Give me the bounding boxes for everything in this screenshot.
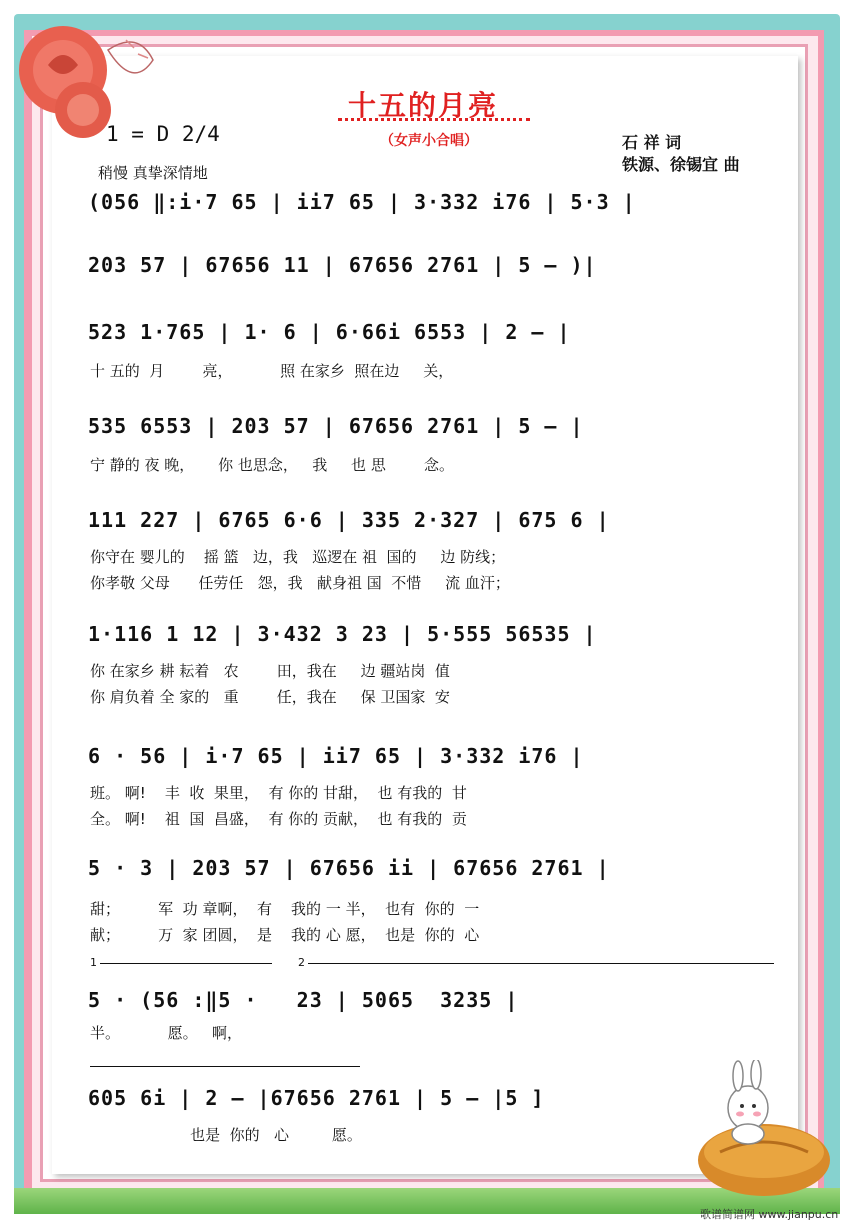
notation-line-4: 535 6553 | 203 57 | 67656 2761 | 5 – | [88,414,584,438]
title-underline [338,118,530,121]
notation-line-1: (056 ‖:i·7 65 | ii7 65 | 3·332 i76 | 5·3 | [88,190,636,214]
volta-2-label: 2 [298,956,305,969]
lyric-line-9: 半。 愿。 啊， [90,1024,242,1042]
lyric-line-5a: 你守在 婴儿的 摇 篮 边，我 巡逻在 祖 国的 边 防线； [90,548,506,566]
lyric-line-6b: 你 肩负着 全 家的 重 任，我在 保 卫国家 安 [90,688,450,706]
lyric-line-6a: 你 在家乡 耕 耘着 农 田，我在 边 疆站岗 值 [90,662,450,680]
notation-line-3: 523 1·765 | 1· 6 | 6·66i 6553 | 2 – | [88,320,571,344]
slur-line [90,1066,360,1067]
song-title: 十五的月亮 [348,89,499,122]
tempo-marking: 稍慢 真挚深情地 [98,164,208,182]
volta-2-line [308,963,774,964]
bunny-mooncake-icon [690,1060,838,1200]
watermark: 歌谱简谱网 www.jianpu.cn [700,1208,839,1221]
notation-line-10: 605 6i | 2 – |67656 2761 | 5 – |5 ] [88,1086,545,1110]
lyric-line-8b: 献； 万 家 团圆， 是 我的 心 愿， 也是 你的 心 [90,926,480,944]
lyric-line-10: 也是 你的 心 愿。 [90,1126,362,1144]
lyric-line-3: 十 五的 月 亮， 照 在家乡 照在边 关， [90,362,454,380]
lyricist-credit: 石 祥 词 [622,133,682,152]
key-signature: 1 = D 2/4 [106,122,220,146]
notation-line-6: 1·116 1 12 | 3·432 3 23 | 5·555 56535 | [88,622,597,646]
lyric-line-5b: 你孝敬 父母 任劳任 怨，我 献身祖 国 不惜 流 血汗； [90,574,510,592]
notation-line-2: 203 57 | 67656 11 | 67656 2761 | 5 – )| [88,253,597,277]
lyric-line-7b: 全。 啊! 祖 国 昌盛， 有 你的 贡献， 也 有我的 贡 [90,810,467,828]
notation-line-8: 5 · 3 | 203 57 | 67656 ii | 67656 2761 | [88,856,610,880]
notation-line-9: 5 · (56 :‖5 · 23 | 5065 3235 | [88,988,519,1012]
lyric-line-4: 宁 静的 夜 晚， 你 也思念， 我 也 思 念。 [90,456,454,474]
notation-line-5: 111 227 | 6765 6·6 | 335 2·327 | 675 6 | [88,508,610,532]
volta-1-line [100,963,272,964]
lyric-line-8a: 甜； 军 功 章啊， 有 我的 一 半， 也有 你的 一 [90,900,480,918]
song-subtitle: （女声小合唱） [380,133,478,149]
composer-credit: 铁源、徐锡宜 曲 [622,155,740,174]
volta-1-label: 1 [90,956,97,969]
lyric-line-7a: 班。 啊! 丰 收 果里， 有 你的 甘甜， 也 有我的 甘 [90,784,467,802]
notation-line-7: 6 · 56 | i·7 65 | ii7 65 | 3·332 i76 | [88,744,584,768]
